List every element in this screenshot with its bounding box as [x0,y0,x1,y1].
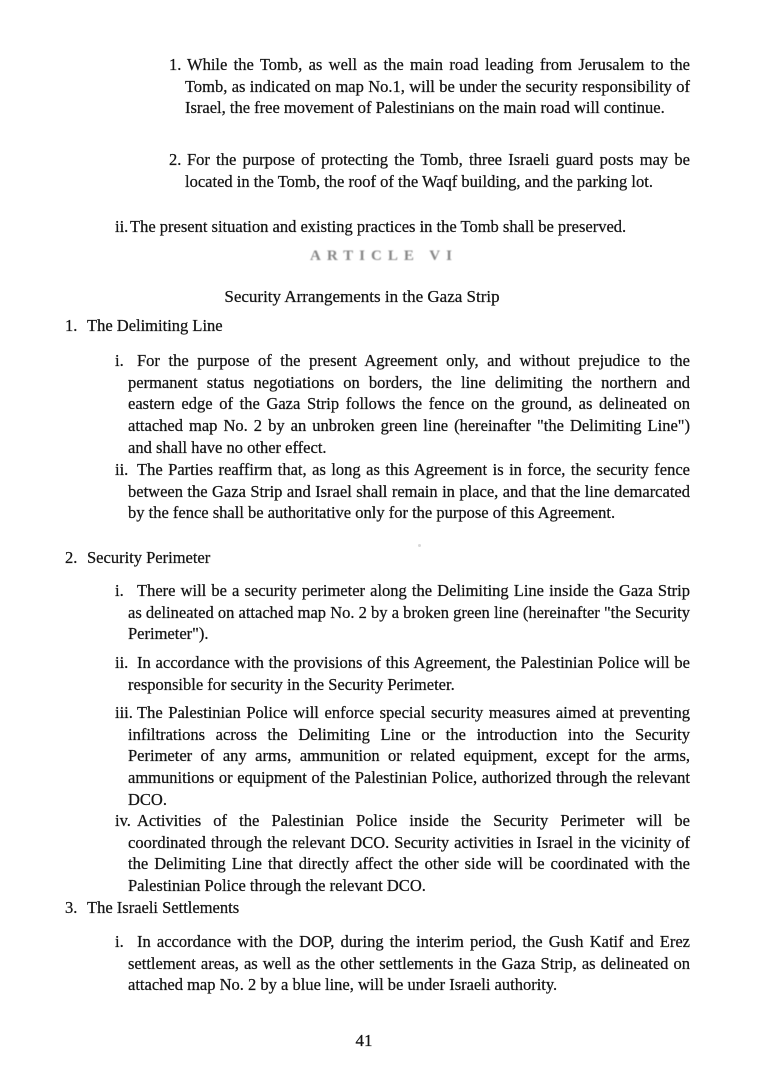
article-subtitle: Security Arrangements in the Gaza Strip [224,287,500,306]
section-2-item-ii-text: In accordance with the provisions of this Agreement, the Palestinian Police will be responsible for security in the Security Perimeter. [128,653,690,694]
article-heading: ARTICLE VI [310,248,458,264]
section-1-marker: 1. [65,316,78,335]
numbered-item-1 [169,54,690,119]
section-2-item-iv [115,810,690,897]
section-2-title-text: Security Perimeter [87,548,211,567]
tomb-note-marker: ii. [115,217,129,236]
section-1-item-ii-marker: ii. [115,460,129,479]
section-3-title-text: The Israeli Settlements [87,898,240,917]
section-1-title [65,315,685,337]
section-1-title-text: The Delimiting Line [87,316,223,335]
section-1-item-i-marker: i. [115,351,124,370]
numbered-item-1-marker: 1. [169,55,182,74]
numbered-item-1-text: While the Tomb, as well as the main road leading from Jerusalem to the Tomb, as indicated on map No.1, will be under the security responsibility of Israel, the free movement of Palestinians on the main road will continue. [185,55,690,118]
scan-artifact-dot [418,544,421,547]
tomb-note-item [115,216,715,238]
section-3-marker: 3. [65,898,78,917]
page-number: 41 [355,1031,373,1050]
section-1-item-ii-text: The Parties reaffirm that, as long as this Agreement is in force, the security fence between the Gaza Strip and Israel shall remain in place, and that the line demarcated by the fence shall be authoritative only for the purpose of this Agreement. [128,460,690,523]
numbered-item-2 [169,149,690,192]
tomb-note-text: The present situation and existing practices in the Tomb shall be preserved. [130,217,627,236]
section-2-item-ii [115,652,690,695]
section-1-item-i-text: For the purpose of the present Agreement only, and without prejudice to the permanent status negotiations on borders, the line delimiting the northern and eastern edge of the Gaza Strip follows the fence on the ground, as delineated on attached map No. 2 by an unbroken green line (hereinafter "the Delimiting Line") and shall have no other effect. [128,351,690,457]
section-2-item-iii-text: The Palestinian Police will enforce special security measures aimed at preventing infiltrations across the Delimiting Line or the introduction into the Security Perimeter of any arms, ammunition or related equipment, except for the arms, ammunitions or equipment of the Palestinian Police, authorized through the relevant DCO. [128,703,690,809]
section-1-item-i [115,350,690,459]
numbered-item-2-marker: 2. [169,150,182,169]
section-2-title [65,547,685,569]
section-2-item-i [115,580,690,645]
section-2-item-i-text: There will be a security perimeter along the Delimiting Line inside the Gaza Strip as delineated on attached map No. 2 by a broken green line (hereinafter "the Security Perimeter"). [128,581,690,644]
section-2-item-i-marker: i. [115,581,124,600]
numbered-item-2-text: For the purpose of protecting the Tomb, three Israeli guard posts may be located in the Tomb, the roof of the Waqf building, and the parking lot. [185,150,690,191]
section-2-item-iii [115,702,690,811]
section-2-marker: 2. [65,548,78,567]
section-3-title [65,897,685,919]
section-3-item-i [115,931,690,996]
section-2-item-iv-text: Activities of the Palestinian Police inside the Security Perimeter will be coordinated through the relevant DCO. Security activities in Israel in the vicinity of the Delimiting Line that directly affect the other side will be coordinated with the Palestinian Police through the relevant DCO. [128,811,690,896]
section-1-item-ii [115,459,690,524]
section-3-item-i-text: In accordance with the DOP, during the interim period, the Gush Katif and Erez settlement areas, as well as the other settlements in the Gaza Strip, as delineated on attached map No. 2 by a blue line, will be under Israeli authority. [128,932,690,995]
section-2-item-ii-marker: ii. [115,653,129,672]
section-3-item-i-marker: i. [115,932,124,951]
section-2-item-iv-marker: iv. [115,811,131,830]
section-2-item-iii-marker: iii. [115,703,133,722]
